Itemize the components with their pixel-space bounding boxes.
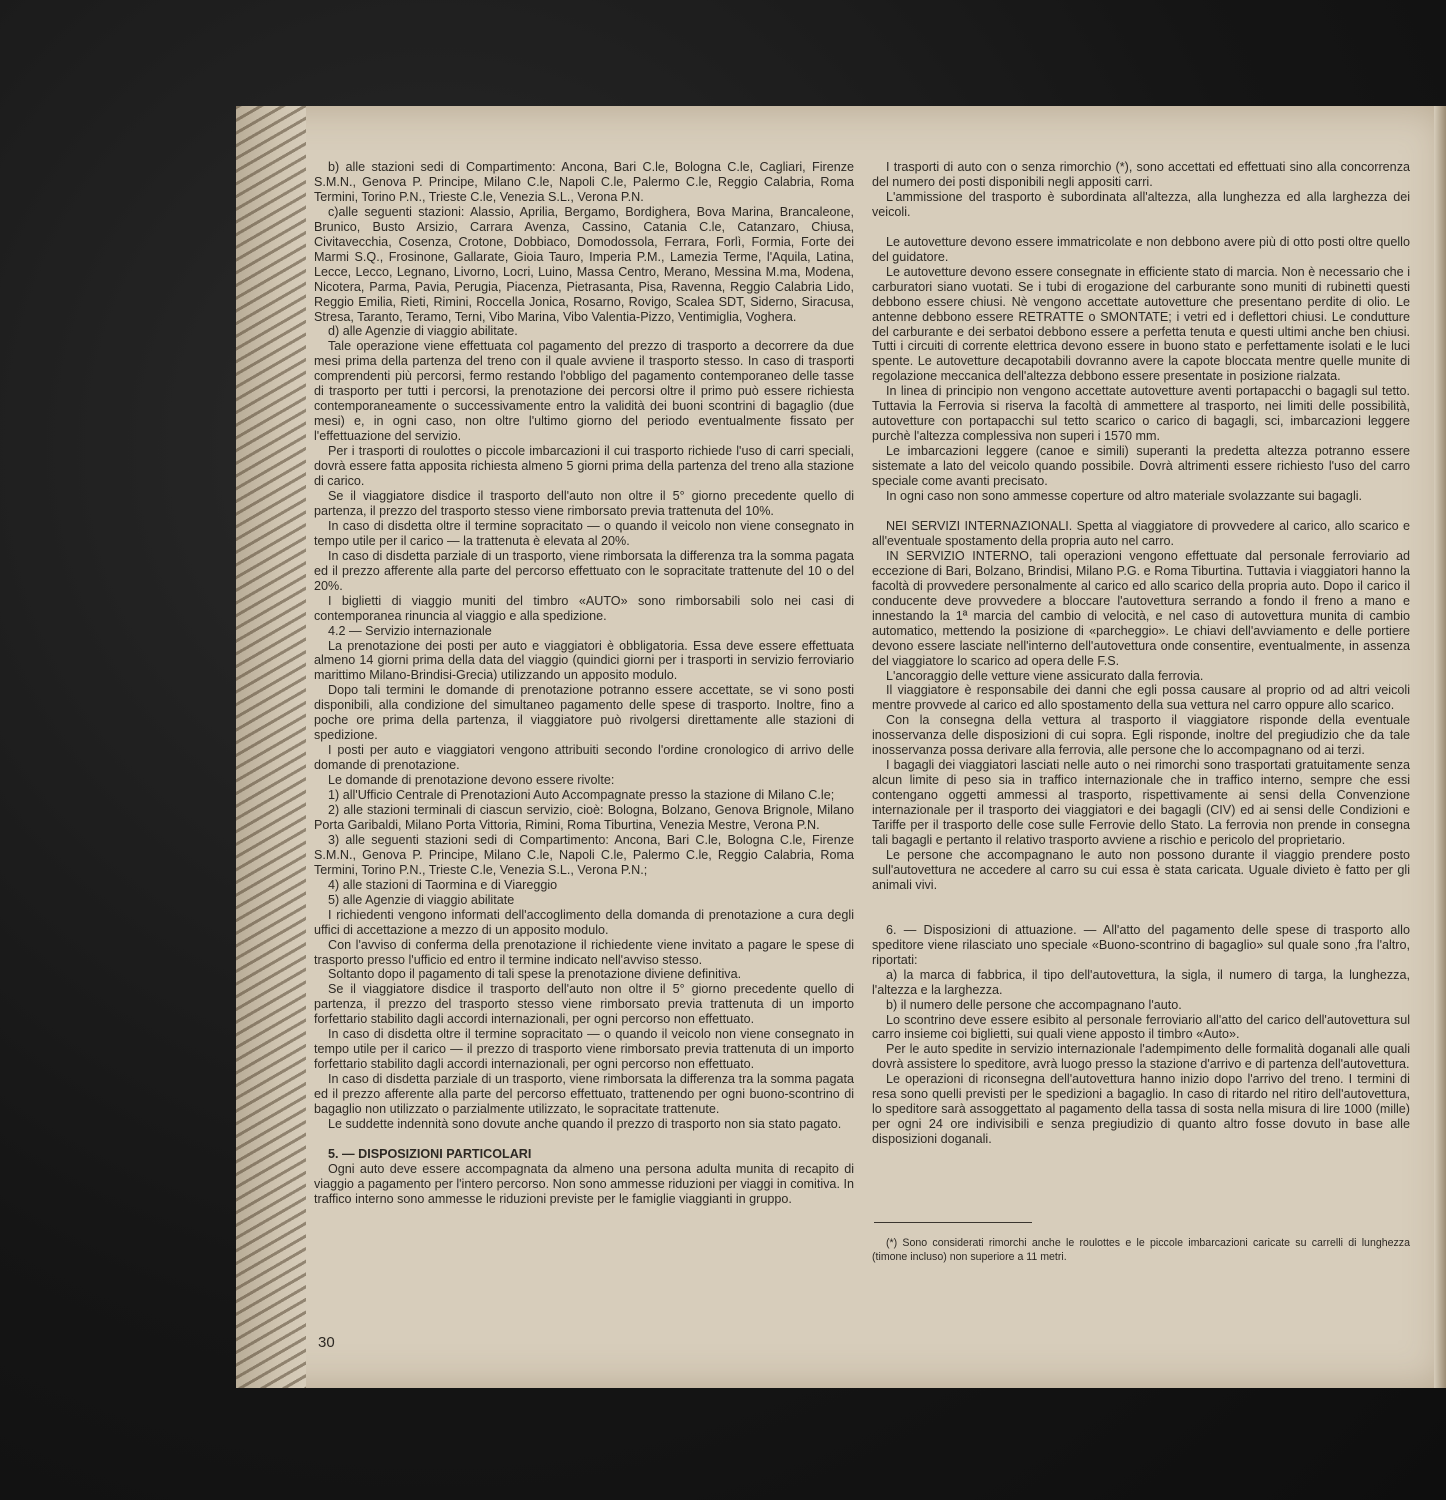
paragraph: La prenotazione dei posti per auto e viaggiatori è obbligatoria. Essa deve essere effettuata almeno 14 giorni prima della data del viaggio (quindici giorni per i trasporti in servizio ferroviario marittimo Milano-Brindisi-Grecia) utilizzando un apposito modulo. (314, 638, 854, 683)
paragraph: In caso di disdetta oltre il termine sopracitato — o quando il veicolo non viene consegnato in tempo utile per il carico — la trattenuta è elevata al 20%. (314, 518, 854, 548)
footnote-divider (874, 1222, 1032, 1223)
list-item: a) la marca di fabbrica, il tipo dell'autovettura, la sigla, il numero di targa, la lunghezza, l'altezza e la larghezza. (872, 967, 1410, 997)
page-number: 30 (318, 1334, 335, 1351)
paragraph: Le operazioni di riconsegna dell'autovettura hanno inizio dopo l'arrivo del treno. I termini di resa sono quelli previsti per le spedizioni a bagaglio. In caso di ritardo nel ritiro dell'autovettura, lo speditore sarà assoggettato al pagamento della tassa di sosta nella misura di lire 1000 (mille) per ogni 24 ore indivisibili e senza pregiudizio di quanto altro fosse dovuto in base alle disposizioni doganali. (872, 1072, 1410, 1147)
paragraph: Lo scontrino deve essere esibito al personale ferroviario all'atto del carico dell'autovettura sul carro insieme coi biglietti, sui quali viene apposto il timbro «Auto». (872, 1012, 1410, 1042)
left-text-column (314, 160, 854, 1207)
paragraph: I bagagli dei viaggiatori lasciati nelle auto o nei rimorchi sono trasportati gratuitamente senza alcun limite di peso sia in traffico internazionale che in traffico interno, sempre che essi contengano oggetti ammessi al trasporto, rispettivamente ai sensi della Convenzione internazionale per il trasporto dei viaggiatori e dei bagagli (CIV) ed ai sensi delle Condizioni e Tariffe per il trasporto delle cose sulle Ferrovie dello Stato. La ferrovia non prende in consegna tali bagagli e pertanto il relativo trasporto avviene a rischio e pericolo del proprietario. (872, 758, 1410, 847)
list-item: 5) alle Agenzie di viaggio abilitate (328, 892, 515, 907)
paragraph: Le persone che accompagnano le auto non possono durante il viaggio prendere posto sull'autovettura ne accedere al carro su cui essa è stata caricata. Uguale divieto è fatto per gli animali vivi. (872, 847, 1410, 892)
section-heading-servizio-internazionale: 4.2 — Servizio internazionale (328, 623, 492, 638)
paragraph: Le autovetture devono essere consegnate in efficiente stato di marcia. Non è necessario che i carburatori siano vuotati. Se i tubi di erogazione del carburante sono muniti di rubinetti questi debbono essere chiusi. Nè vengono accettate autovetture che presentano perdite di olio. Le antenne debbono essere RETRATTE o SMONTATE; i vetri ed i deflettori chiusi. Le condutture del carburante e dei serbatoi debbono essere a perfetta tenuta e questi ultimi anche ben chiusi. Tutti i circuiti di corrente elettrica devono essere in buono stato e perfettamente isolati e le luci spente. Le autovetture decapotabili dovranno avere la capote bloccata mentre quelle munite di regolazione meccanica dell'altezza debbono essere presentate in posizione rialzata. (872, 264, 1410, 384)
paragraph: Con l'avviso di conferma della prenotazione il richiedente viene invitato a pagare le spese di trasporto presso l'ufficio ed entro il termine indicato nell'avviso stesso. (314, 937, 854, 967)
paragraph: Se il viaggiatore disdice il trasporto dell'auto non oltre il 5° giorno precedente quello di partenza, il prezzo del trasporto stesso viene rimborsato previa trattenuta del 10%. (314, 488, 854, 518)
list-item: 1) all'Ufficio Centrale di Prenotazioni Auto Accompagnate presso la stazione di Milano C.le; (328, 788, 835, 803)
paragraph: b) alle stazioni sedi di Compartimento: Ancona, Bari C.le, Bologna C.le, Cagliari, Firenze S.M.N., Genova P. Principe, Milano C.le, Napoli C.le, Palermo C.le, Reggio Calabria, Roma Termini, Torino P.N., Trieste C.le, Venezia S.L., Verona P.N. (314, 160, 854, 204)
paragraph: c)alle seguenti stazioni: Alassio, Aprilia, Bergamo, Bordighera, Bova Marina, Brancaleone, Brunico, Busto Arsizio, Carrara Avenza, Cassino, Catania C.le, Catanzaro, Chiusa, Civitavecchia, Cosenza, Crotone, Dobbiaco, Domodossola, Ferrara, Forlì, Formia, Forte dei Marmi S.Q., Frosinone, Gallarate, Gioia Tauro, Imperia P.M., Lamezia Terme, l'Aquila, Latina, Lecce, Lecco, Legnano, Livorno, Locri, Luino, Massa Centro, Merano, Messina M.ma, Modena, Nicotera, Parma, Pavia, Perugia, Piacenza, Pietrasanta, Pisa, Ravenna, Reggio Calabria Lido, Reggio Emilia, Rieti, Rimini, Roccella Jonica, Rosarno, Rovigo, Scalea SDT, Siderno, Siracusa, Stresa, Taranto, Teramo, Terni, Vibo Marina, Vibo Valentia-Pizzo, Ventimiglia, Voghera. (314, 204, 854, 324)
list-item: 3) alle seguenti stazioni sedi di Compartimento: Ancona, Bari C.le, Bologna C.le, Firenze S.M.N., Genova P. Principe, Milano C.le, Napoli C.le, Palermo C.le, Reggio Calabria, Roma Termini, Torino P.N., Trieste C.le, Venezia S.L., Verona P.N.; (314, 832, 854, 877)
paragraph: I biglietti di viaggio muniti del timbro «AUTO» sono rimborsabili solo nei casi di contemporanea rinuncia al viaggio e alla spedizione. (314, 593, 854, 623)
paragraph: L'ancoraggio delle vetture viene assicurato dalla ferrovia. (886, 668, 1204, 683)
list-item: b) il numero delle persone che accompagnano l'auto. (886, 997, 1182, 1012)
paragraph: I trasporti di auto con o senza rimorchio (*), sono accettati ed effettuati sino alla concorrenza del numero dei posti disponibili negli appositi carri. (872, 160, 1410, 189)
page-right-edge (1434, 106, 1446, 1388)
paragraph: Le domande di prenotazione devono essere rivolte: (328, 773, 615, 788)
paragraph: I richiedenti vengono informati dell'accoglimento della domanda di prenotazione a cura degli uffici di accettazione a mezzo di un apposito modulo. (314, 907, 854, 937)
paragraph: Con la consegna della vettura al trasporto il viaggiatore risponde della eventuale inosservanza delle disposizioni di cui sopra. Egli risponde, inoltre del pregiudizio che da tale inosservanza possa derivare alla ferrovia, alle persone che lo accompagnano od ai terzi. (872, 713, 1410, 758)
paragraph: L'ammissione del trasporto è subordinata all'altezza, alla lunghezza ed alla larghezza dei veicoli. (872, 189, 1410, 219)
section-heading-disposizioni-particolari: 5. — DISPOSIZIONI PARTICOLARI (328, 1146, 532, 1161)
list-item: 4) alle stazioni di Taormina e di Viareggio (328, 877, 558, 892)
paragraph: Tale operazione viene effettuata col pagamento del prezzo di trasporto a decorrere da due mesi prima della partenza del treno con il quale avviene il trasporto stesso. In caso di trasporti comprendenti più percorsi, fermo restando l'obbligo del pagamento contemporaneo delle tasse di trasporto per tutti i percorsi, la prenotazione dei percorsi oltre il primo può essere richiesta contemporaneamente o successivamente entro la validità dei buoni scontrini di bagaglio (due mesi) e, in ogni caso, non oltre l'ultimo giorno del periodo eventualmente fissato per l'effettuazione del servizio. (314, 339, 854, 444)
paragraph: Le suddette indennità sono dovute anche quando il prezzo di trasporto non sia stato pagato. (328, 1117, 842, 1131)
paragraph: Se il viaggiatore disdice il trasporto dell'auto non oltre il 5° giorno precedente quello di partenza, il prezzo del trasporto stesso viene rimborsato previa trattenuta di un importo forfettario stabilito dagli accordi internazionali, per ogni percorso non effettuato. (314, 982, 854, 1027)
paragraph: I posti per auto e viaggiatori vengono attribuiti secondo l'ordine cronologico di arrivo delle domande di prenotazione. (314, 743, 854, 773)
footnote: (*) Sono considerati rimorchi anche le roulottes e le piccole imbarcazioni caricate su carrelli di lunghezza (timone incluso) non superiore a 11 metri. (872, 1237, 1410, 1263)
paragraph: Per i trasporti di roulottes o piccole imbarcazioni il cui trasporto richiede l'uso di carri speciali, dovrà essere fatta apposita richiesta almeno 5 giorni prima della partenza del treno alla stazione di carico. (314, 444, 854, 489)
document-page (236, 106, 1446, 1388)
paragraph: IN SERVIZIO INTERNO, tali operazioni vengono effettuate dal personale ferroviario ad eccezione di Bari, Bolzano, Brindisi, Milano P.G. e Roma Tiburtina. Tuttavia i viaggiatori hanno la facoltà di provvedere personalmente al carico ed allo scarico della propria auto. Dopo il carico il conducente deve provvedere a bloccare l'autovettura serrando a fondo il freno a mano e innestando la 1ª marcia del cambio di velocità, e nel caso di autovettura munita di cambio automatico, mettendo la posizione di «parcheggio». Le chiavi dell'avviamento e delle portiere devono essere lasciate nell'interno dell'autovettura onde consentire, eventualmente, in assenza del viaggiatore lo scarico ad opera delle F.S. (872, 548, 1410, 668)
paragraph: Le imbarcazioni leggere (canoe e simili) superanti la predetta altezza potranno essere sistemate a lato del veicolo quando possibile. Dovrà altrimenti essere richiesto l'uso del carro speciale come avanti precisato. (872, 444, 1410, 489)
paragraph: In linea di principio non vengono accettate autovetture aventi portapacchi o bagagli sul tetto. Tuttavia la Ferrovia si riserva la facoltà di ammettere al trasporto, nei limiti delle possibilità, autovetture con portapacchi sul tetto scarico o carico di bagagli, sci, imbarcazioni leggere purchè l'altezza complessiva non superi i 1570 mm. (872, 384, 1410, 444)
paragraph: Ogni auto deve essere accompagnata da almeno una persona adulta munita di recapito di viaggio a pagamento per l'intero percorso. Non sono ammesse riduzioni per viaggi in comitiva. In traffico interno sono ammesse le riduzioni previste per le famiglie viaggianti in gruppo. (314, 1161, 854, 1206)
section-heading-disposizioni-di-attuazione: 6. — Disposizioni di attuazione. — All'atto del pagamento delle spese di trasporto allo speditore viene rilasciato uno speciale «Buono-scontrino di bagaglio» sul quale sono ,fra l'altro, riportati: (872, 922, 1410, 967)
list-item: 2) alle stazioni terminali di ciascun servizio, cioè: Bologna, Bolzano, Genova Brignole, Milano Porta Garibaldi, Milano Porta Vittoria, Rimini, Roma Tiburtina, Venezia Mestre, Verona P.N. (314, 802, 854, 832)
paragraph: In ogni caso non sono ammesse coperture od altro materiale svolazzante sui bagagli. (886, 489, 1363, 504)
paragraph: NEI SERVIZI INTERNAZIONALI. Spetta al viaggiatore di provvedere al carico, allo scarico e all'eventuale spostamento della propria auto nel carro. (872, 518, 1410, 548)
right-text-column (872, 160, 1410, 1147)
paragraph: Dopo tali termini le domande di prenotazione potranno essere accettate, se vi sono posti disponibili, alla condizione del simultaneo pagamento delle spese di trasporto. Inoltre, fino a poche ore prima della partenza, il viaggiatore può rivolgersi direttamente alle stazioni di spedizione. (314, 683, 854, 743)
page-binding-edge (236, 106, 306, 1388)
paragraph: Soltanto dopo il pagamento di tali spese la prenotazione diviene definitiva. (328, 967, 742, 982)
paragraph: Il viaggiatore è responsabile dei danni che egli possa causare al proprio od ad altri veicoli mentre provvede al carico ed allo spostamento della sua vettura nel carro oppure allo scarico. (872, 683, 1410, 713)
paragraph: Le autovetture devono essere immatricolate e non debbono avere più di otto posti oltre quello del guidatore. (872, 234, 1410, 264)
paragraph: In caso di disdetta oltre il termine sopracitato — o quando il veicolo non viene consegnato in tempo utile per il carico — il prezzo di trasporto viene rimborsato previa trattenuta di un importo forfettario stabilito dagli accordi internazionali, per ogni percorso non effettuato. (314, 1027, 854, 1072)
paragraph: In caso di disdetta parziale di un trasporto, viene rimborsata la differenza tra la somma pagata ed il prezzo afferente alla parte del percorso effettuato, trattenendo per ogni buono-scontrino di bagaglio non utilizzato o parzialmente utilizzato, le sopracitate trattenute. (314, 1072, 854, 1117)
paragraph: In caso di disdetta parziale di un trasporto, viene rimborsata la differenza tra la somma pagata ed il prezzo afferente alla parte del percorso effettuato con le sopracitate trattenute del 10 o del 20%. (314, 548, 854, 593)
paragraph: Per le auto spedite in servizio internazionale l'adempimento delle formalità doganali alle quali dovrà assistere lo speditore, avrà luogo presso la stazione d'arrivo e di partenza dell'autovettura. (872, 1042, 1410, 1072)
paragraph: d) alle Agenzie di viaggio abilitate. (328, 324, 518, 339)
